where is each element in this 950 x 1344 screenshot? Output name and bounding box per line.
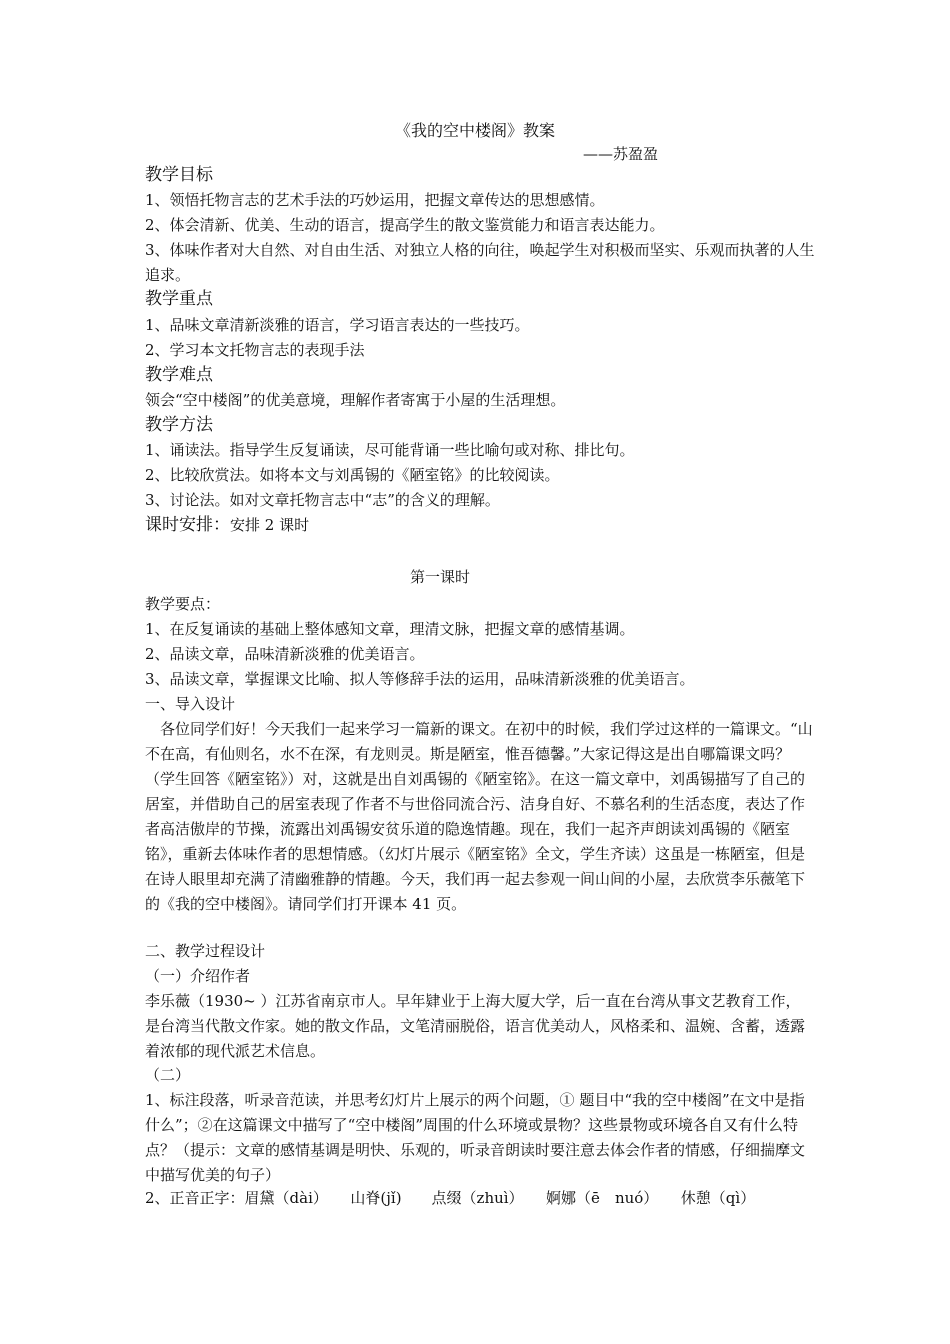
method-item: 2、比较欣赏法。如将本文与刘禹锡的《陋室铭》的比较阅读。 — [145, 466, 560, 484]
section2-item: 1、标注段落，听录音范读，并思考幻灯片上展示的两个问题，① 题目中“我的空中楼阁”在文中是指什么”；②在这篇课文中描写了“空中楼阁”周围的什么环境或景物？这些景物或环境各自又有什么特点？（提示：文章的感情基调是明快、乐观的，听录音朗读时要注意去体会作者的情感，仔细揣摩文中描写优美的句子） — [145, 1091, 806, 1184]
key-item: 1、品味文章清新淡雅的语言，学习语言表达的一些技巧。 — [145, 316, 530, 334]
goal-item: 2、体会清新、优美、生动的语言，提高学生的散文鉴赏能力和语言表达能力。 — [145, 216, 665, 234]
document-title: 《我的空中楼阁》教案 — [394, 121, 555, 140]
methods-heading: 教学方法 — [145, 415, 213, 435]
point-item: 2、品读文章，品味清新淡雅的优美语言。 — [145, 645, 425, 663]
author-line: ——苏盈盈 — [583, 145, 659, 163]
author-paragraph: 李乐薇（1930~ ）江苏省南京市人。早年肄业于上海大厦大学，后一直在台湾从事文艺教育工作，是台湾当代散文作家。她的散文作品，文笔清丽脱俗，语言优美动人，风格柔和、温婉、含蓄，透露着浓郁的现代派艺术信息。 — [145, 992, 806, 1060]
goals-heading: 教学目标 — [145, 165, 213, 185]
author-section-heading: （一）介绍作者 — [145, 967, 251, 985]
method-item: 3、讨论法。如对文章托物言志中“志”的含义的理解。 — [145, 491, 500, 509]
key-item: 2、学习本文托物言志的表现手法 — [145, 341, 365, 359]
schedule-value: 安排 2 课时 — [230, 516, 310, 534]
difficulty-text: 领会“空中楼阁”的优美意境，理解作者寄寓于小屋的生活理想。 — [145, 391, 566, 409]
points-label: 教学要点： — [145, 595, 221, 613]
keys-heading: 教学重点 — [145, 289, 213, 309]
pronunciation-line: 2、正音正字：眉黛（dài） 山脊(jǐ) 点缀（zhuì） 婀娜（ē nuó） 休憩（qì） — [145, 1189, 756, 1207]
intro-paragraph: 各位同学们好！今天我们一起来学习一篇新的课文。在初中的时候，我们学过这样的一篇课文。“山不在高，有仙则名，水不在深，有龙则灵。斯是陋室，惟吾德馨。”大家记得这是出自哪篇课文吗？（学生回答《陋室铭》）对，这就是出自刘禹锡的《陋室铭》。在这一篇文章中，刘禹锡描写了自己的居室，并借助自己的居室表现了作者不与世俗同流合污、洁身自好、不慕名利的生活态度，表达了作者高洁傲岸的节操，流露出刘禹锡安贫乐道的隐逸情趣。现在，我们一起齐声朗读刘禹锡的《陋室铭》，重新去体味作者的思想情感。（幻灯片展示《陋室铭》全文，学生齐读）这虽是一栋陋室，但是在诗人眼里却充满了清幽雅静的情趣。今天，我们再一起去参观一间山间的小屋，去欣赏李乐薇笔下的《我的空中楼阁》。请同学们打开课本 41 页。 — [145, 720, 813, 913]
process-heading: 二、教学过程设计 — [145, 942, 266, 960]
intro-heading: 一、导入设计 — [145, 695, 236, 713]
lesson-heading: 第一课时 — [409, 568, 470, 586]
point-item: 1、在反复诵读的基础上整体感知文章，理清文脉，把握文章的感情基调。 — [145, 620, 635, 638]
schedule-label: 课时安排： — [145, 515, 230, 535]
section2-heading: （二） — [145, 1066, 191, 1084]
point-item: 3、品读文章，掌握课文比喻、拟人等修辞手法的运用，品味清新淡雅的优美语言。 — [145, 670, 695, 688]
schedule-line — [145, 513, 815, 538]
difficulty-heading: 教学难点 — [145, 365, 213, 385]
goal-item: 1、领悟托物言志的艺术手法的巧妙运用，把握文章传达的思想感情。 — [145, 191, 605, 209]
method-item: 1、诵读法。指导学生反复诵读，尽可能背诵一些比喻句或对称、排比句。 — [145, 441, 635, 459]
goal-item: 3、体味作者对大自然、对自由生活、对独立人格的向往，唤起学生对积极而坚实、乐观而执著的人生追求。 — [145, 241, 815, 284]
